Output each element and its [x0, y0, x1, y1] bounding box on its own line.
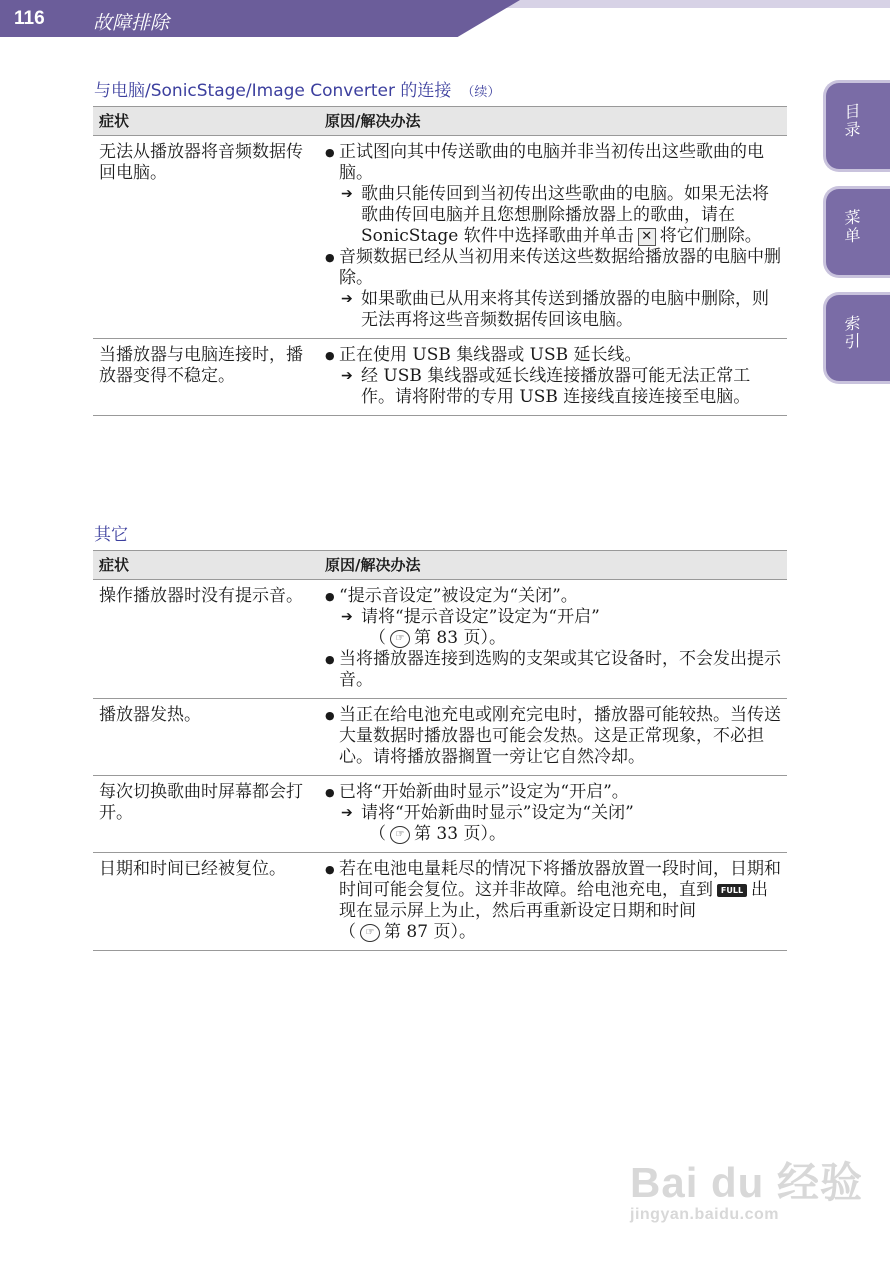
- chapter-title: 故障排除: [93, 13, 170, 34]
- section-title-connection: 与电脑/SonicStage/Image Converter 的连接 （续）: [94, 81, 501, 101]
- reference-hand-icon: ☞: [390, 826, 410, 844]
- solution-item: ➔ 歌曲只能传回到当初传出这些歌曲的电脑。如果无法将歌曲传回电脑并且您想删除播放器上的歌曲，请在 SonicStage 软件中选择歌曲并单击 ✕ 将它们删除。: [325, 184, 781, 247]
- delete-icon: ✕: [638, 228, 656, 246]
- cause-item: ● “提示音设定”被设定为“关闭”。: [325, 586, 781, 607]
- cause-item: ● 已将“开始新曲时显示”设定为“开启”。: [325, 782, 781, 803]
- table-row: [93, 339, 787, 416]
- tab-index[interactable]: [823, 292, 890, 384]
- solution-item: ➔ 请将“提示音设定”设定为“开启”: [325, 607, 781, 628]
- symptom-cell: 播放器发热。: [93, 699, 319, 776]
- cause-item: ● 若在电池电量耗尽的情况下将播放器放置一段时间，日期和时间可能会复位。这并非故障。给电池充电，直到 FULL 出现在显示屏上为止，然后再重新设定日期和时间: [325, 859, 781, 922]
- table-header-row: [93, 107, 787, 136]
- page-number: 116: [14, 8, 45, 29]
- continued-label: （续）: [461, 85, 501, 100]
- battery-full-icon: FULL: [717, 884, 747, 897]
- reference-hand-icon: ☞: [390, 630, 410, 648]
- solution-item: ➔ 如果歌曲已从用来将其传送到播放器的电脑中删除，则无法再将这些音频数据传回该电脑。: [325, 289, 781, 331]
- table-header-row: [93, 551, 787, 580]
- section-title-other: 其它: [94, 525, 128, 545]
- cause-cell: [319, 580, 787, 699]
- tab-menu[interactable]: [823, 186, 890, 278]
- solution-item: ➔ 请将“开始新曲时显示”设定为“关闭”: [325, 803, 781, 824]
- table-row: [93, 136, 787, 339]
- table-row: [93, 699, 787, 776]
- cause-cell: [319, 136, 787, 339]
- table-row: [93, 580, 787, 699]
- cause-item: ● 正试图向其中传送歌曲的电脑并非当初传出这些歌曲的电脑。: [325, 142, 781, 184]
- cause-cell: [319, 699, 787, 776]
- column-header-symptom: 症状: [93, 107, 319, 136]
- watermark-url: jingyan.baidu.com: [630, 1206, 779, 1223]
- symptom-cell: 当播放器与电脑连接时，播放器变得不稳定。: [93, 339, 319, 416]
- symptom-cell: 每次切换歌曲时屏幕都会打开。: [93, 776, 319, 853]
- baidu-logo: Bai du 经验: [630, 1159, 864, 1206]
- table-row: [93, 776, 787, 853]
- symptom-cell: 操作播放器时没有提示音。: [93, 580, 319, 699]
- cause-item: ● 音频数据已经从当初用来传送这些数据给播放器的电脑中删除。: [325, 247, 781, 289]
- symptom-cell: 无法从播放器将音频数据传回电脑。: [93, 136, 319, 339]
- cause-cell: [319, 339, 787, 416]
- troubleshoot-table-connection: [93, 106, 787, 416]
- cause-item: ● 当将播放器连接到选购的支架或其它设备时，不会发出提示音。: [325, 649, 781, 691]
- cause-cell: [319, 776, 787, 853]
- reference-hand-icon: ☞: [360, 924, 380, 942]
- solution-item: ➔ 经 USB 集线器或延长线连接播放器可能无法正常工作。请将附带的专用 USB 连接线直接连接至电脑。: [325, 366, 781, 408]
- page-reference[interactable]: （ ☞ 第 83 页）。: [369, 628, 506, 648]
- page-header: [0, 0, 890, 37]
- cause-item: ● 当正在给电池充电或刚充完电时，播放器可能较热。当传送大量数据时播放器也可能会发热。这是正常现象，不必担心。请将播放器搁置一旁让它自然冷却。: [325, 705, 781, 768]
- page-reference[interactable]: （ ☞ 第 33 页）。: [369, 824, 506, 844]
- baidu-watermark: [630, 1150, 863, 1224]
- tab-contents[interactable]: [823, 80, 890, 172]
- column-header-symptom: 症状: [93, 551, 319, 580]
- column-header-cause: 原因/解决办法: [319, 551, 787, 580]
- tab-menu-label: 菜单: [842, 207, 861, 247]
- symptom-cell: 日期和时间已经被复位。: [93, 853, 319, 951]
- tab-contents-label: 目录: [842, 101, 861, 141]
- table-row: [93, 853, 787, 951]
- column-header-cause: 原因/解决办法: [319, 107, 787, 136]
- tab-index-label: 索引: [842, 313, 861, 353]
- cause-item: ● 正在使用 USB 集线器或 USB 延长线。: [325, 345, 781, 366]
- page-reference[interactable]: （ ☞ 第 87 页）。: [339, 922, 476, 942]
- header-band: [0, 0, 520, 37]
- cause-cell: [319, 853, 787, 951]
- troubleshoot-table-other: [93, 550, 787, 951]
